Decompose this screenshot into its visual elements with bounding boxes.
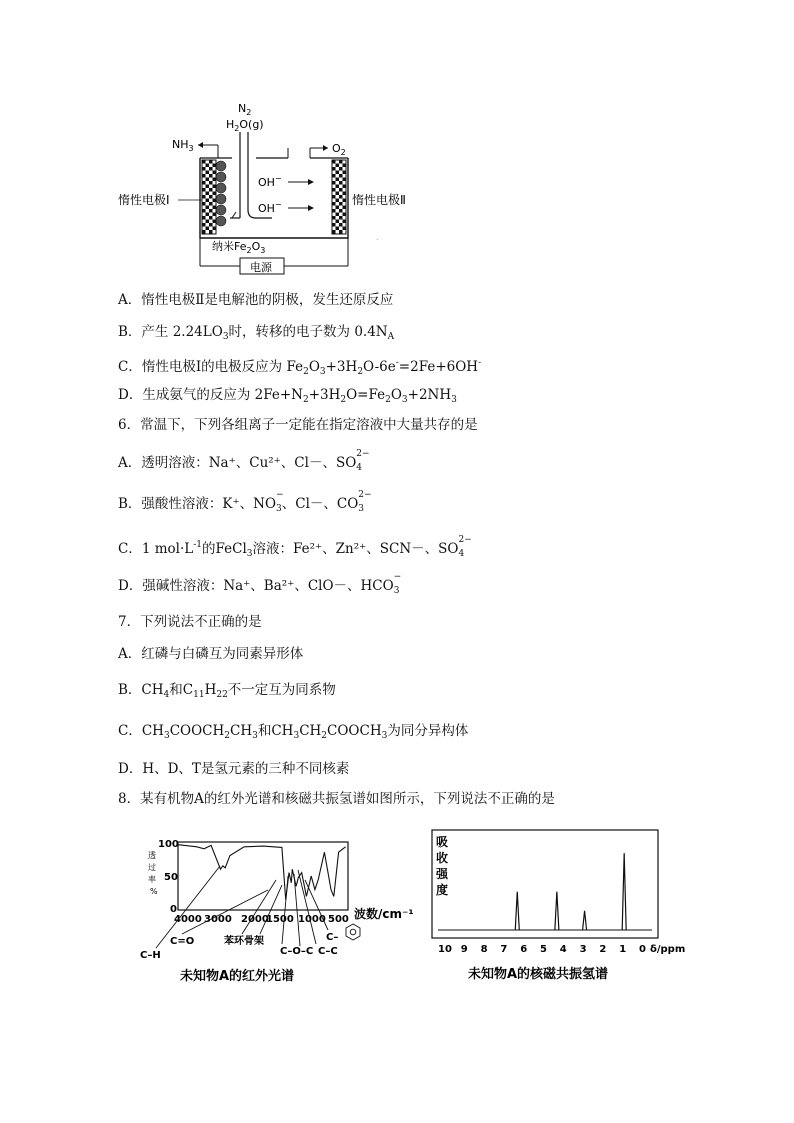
nano-fe2o3-particles bbox=[216, 161, 226, 226]
q8-stem: 8．某有机物A的红外光谱和核磁共振氢谱如图所示，下列说法不正确的是 bbox=[118, 791, 555, 807]
q5-option-a: A．惰性电极Ⅱ是电解池的阴极，发生还原反应 bbox=[118, 292, 394, 308]
nmr-xtick-2: 2 bbox=[599, 944, 607, 955]
n2-label: $N_2$ bbox=[238, 102, 252, 117]
electrode-2-plate bbox=[332, 160, 346, 234]
h2o-label: $H_2O(g)$ bbox=[226, 118, 264, 133]
svg-text:˙: ˙ bbox=[375, 239, 380, 249]
ir-xtick-1500: 1500 bbox=[266, 914, 294, 925]
nmr-x-unit: δ/ppm bbox=[650, 944, 686, 955]
nmr-peaks bbox=[515, 853, 626, 930]
ir-xtick-500: 500 bbox=[328, 914, 349, 925]
ir-caption: 未知物A的红外光谱 bbox=[180, 969, 295, 984]
ir-spectrum-figure bbox=[140, 830, 414, 990]
ir-ylabel-4: % bbox=[150, 887, 158, 896]
q6-option-b: B．强酸性溶液：K⁺、NO − $_3$、Cl－、CO 2− $_3$ bbox=[118, 490, 372, 514]
q5-option-b: B．产生 $2.24LO_3$时，转移的电子数为 $0.4N_A$ bbox=[118, 324, 395, 342]
nmr-xtick-6: 6 bbox=[520, 944, 528, 955]
oh-label-2: OH− bbox=[258, 200, 282, 215]
q6-option-c: C．1 $mol\cdot L^{-1}$的FeCl$_3$溶液：Fe²⁺、Zn²⁺、SCN－、SO 2− $_4$ bbox=[118, 535, 472, 559]
nmr-ylabel-3: 强 bbox=[436, 867, 449, 881]
q5-option-c: C．惰性电极Ⅰ的电极反应为 $Fe_2O_3+3H_2O-6e^-=2Fe+6OH^-$ bbox=[118, 358, 482, 377]
benzene-ring-icon bbox=[346, 924, 360, 940]
nmr-xtick-1: 1 bbox=[619, 944, 627, 955]
o2-label: $O_2$ bbox=[332, 142, 346, 157]
nmr-peak-4 bbox=[622, 853, 626, 930]
nmr-peak-1 bbox=[515, 892, 519, 930]
nmr-peak-3 bbox=[583, 911, 587, 930]
ir-xtick-2000: 2000 bbox=[241, 914, 269, 925]
electrode-1-plate bbox=[202, 160, 216, 234]
ir-x-unit: 波数/cm⁻¹ bbox=[354, 907, 414, 921]
q6-option-a: A．透明溶液：Na⁺、Cu²⁺、Cl－、SO 2− $_4$ bbox=[118, 449, 370, 473]
nmr-caption: 未知物A的核磁共振氢谱 bbox=[468, 967, 609, 982]
ir-annot-ch: C–H bbox=[140, 950, 161, 961]
ir-ylabel-1: 透 bbox=[148, 851, 156, 860]
ir-spectrum-line bbox=[178, 845, 346, 900]
ir-annot-co: C=O bbox=[170, 936, 195, 947]
ir-ytick-50: 50 bbox=[164, 872, 178, 883]
ir-annot-benzene: 苯环骨架 bbox=[224, 936, 264, 947]
ir-xtick-3000: 3000 bbox=[204, 914, 232, 925]
nmr-xtick-9: 9 bbox=[460, 944, 468, 955]
q7-option-d: D．H、D、T是氢元素的三种不同核素 bbox=[118, 761, 350, 777]
q7-option-c: C．$CH_3COOCH_2CH_3$和$CH_3CH_2COOCH_3$为同分异构体 bbox=[118, 723, 469, 741]
ir-ylabel-3: 率 bbox=[148, 875, 156, 884]
ir-annot-coc: C–O–C bbox=[280, 946, 314, 957]
q6-option-d: D．强碱性溶液：Na⁺、Ba²⁺、ClO－、HCO − $_3$ bbox=[118, 572, 402, 596]
electrode-1-label: 惰性电极Ⅰ bbox=[118, 193, 170, 207]
ir-ytick-0: 0 bbox=[170, 904, 177, 915]
q6-stem: 6．常温下，下列各组离子一定能在指定溶液中大量共存的是 bbox=[118, 417, 478, 433]
electrode-2-label: 惰性电极Ⅱ bbox=[352, 193, 406, 207]
ir-annot-cc: C–C bbox=[318, 946, 338, 957]
oh-label-1: OH− bbox=[258, 174, 282, 189]
ir-ylabel-2: 过 bbox=[148, 863, 156, 872]
nmr-xtick-4: 4 bbox=[559, 944, 567, 955]
q5-option-d: D．生成氨气的反应为 $2Fe+N_2+3H_2O=Fe_2O_3+2NH_3$ bbox=[118, 387, 457, 405]
power-source-label: 电源 bbox=[250, 261, 272, 274]
ir-ytick-100: 100 bbox=[158, 839, 179, 850]
nmr-ylabel-4: 度 bbox=[436, 883, 449, 897]
nh3-label: $NH_3$ bbox=[172, 138, 194, 153]
nmr-spectrum-figure bbox=[420, 828, 686, 988]
nmr-xtick-7: 7 bbox=[500, 944, 508, 955]
q7-option-a: A．红磷与白磷互为同素异形体 bbox=[118, 646, 304, 662]
nmr-ylabel-2: 收 bbox=[436, 851, 449, 865]
nmr-xtick-5: 5 bbox=[540, 944, 547, 955]
ir-annot-c-phenyl: C– bbox=[326, 932, 339, 943]
nmr-xtick-3: 3 bbox=[579, 944, 587, 955]
nmr-xtick-8: 8 bbox=[480, 944, 488, 955]
nmr-ylabel-1: 吸 bbox=[436, 835, 449, 849]
ir-xtick-1000: 1000 bbox=[298, 914, 326, 925]
nmr-xtick-10: 10 bbox=[438, 944, 452, 955]
q7-stem: 7．下列说法不正确的是 bbox=[118, 614, 262, 630]
nano-fe2o3-label: 纳米$Fe_2O_3$ bbox=[212, 240, 266, 255]
electrolysis-figure bbox=[118, 100, 420, 280]
ir-xtick-4000: 4000 bbox=[174, 914, 202, 925]
nmr-xtick-0: 0 bbox=[639, 944, 646, 955]
q7-option-b: B．$CH_4$和$C_{11}H_{22}$不一定互为同系物 bbox=[118, 682, 336, 700]
nmr-peak-2 bbox=[555, 892, 559, 930]
